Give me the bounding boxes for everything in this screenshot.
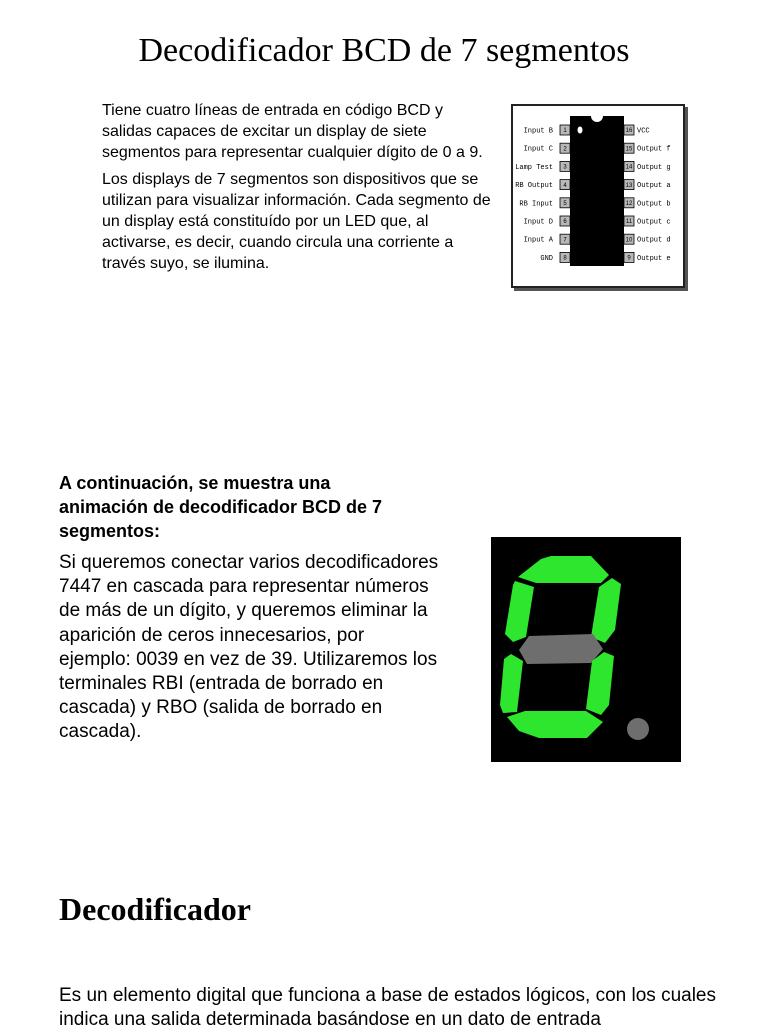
page-title: Decodificador BCD de 7 segmentos	[138, 32, 630, 69]
chip-right-pin-label: Output f	[637, 145, 671, 154]
chip-left-pin-number: 3	[563, 164, 567, 171]
chip-right-pin-label: Output g	[637, 163, 671, 172]
chip-left-pin-number: 2	[563, 146, 567, 153]
chip-left-pin-label: Input A	[523, 236, 553, 245]
chip-left-pin-number: 6	[563, 219, 567, 226]
chip-left-pin-label: RB Input	[519, 200, 553, 209]
segment-a	[518, 556, 609, 583]
chip-left-pin-number: 1	[563, 128, 567, 135]
seven-segment-svg	[491, 537, 681, 762]
chip-right-pin-number: 12	[625, 201, 633, 207]
chip-right-pin-number: 14	[625, 164, 633, 171]
chip-left-pin-number: 4	[563, 182, 567, 189]
chip-right-pin-number: 9	[627, 255, 631, 262]
chip-left-pin-label: Lamp Test	[515, 163, 553, 172]
intro-paragraph-1: Tiene cuatro líneas de entrada en código BCD y salidas capaces de excitar un display de siete segmentos para representar cualquier dígito de 0 a 9.	[102, 102, 483, 161]
chip-left-pin-number: 8	[563, 255, 567, 262]
chip-right-pin-label: Output b	[637, 200, 671, 209]
chip-body	[570, 116, 624, 266]
animation-text: Si queremos conectar varios decodificadores 7447 en cascada para representar números de más de un dígito, y queremos eliminar la aparición de ceros innecesarios, por ejemplo: 0039 en vez de 39. Utilizaremos los terminales RBI (entrada de borrado en cascada) y RBO (salida de borrado en cascada).	[59, 552, 439, 743]
chip-left-pin-label: Input C	[523, 145, 553, 154]
chip-left-pin-number: 7	[563, 237, 567, 244]
chip-right-pin-label: Output c	[637, 218, 671, 227]
chip-right-pin-number: 13	[625, 182, 633, 189]
chip-left-pin-label: GND	[540, 254, 553, 263]
seven-segment-display	[491, 537, 681, 762]
pin1-marker	[578, 127, 583, 134]
segment-f	[505, 581, 534, 642]
chip-right-pin-number: 15	[625, 146, 633, 153]
section-title: Decodificador	[59, 891, 251, 927]
chip-left-pin-label: Input D	[523, 218, 553, 227]
chip-left-pin-label: Input B	[523, 127, 553, 136]
chip-right-pin-label: Output d	[637, 236, 671, 245]
chip-right-pin-number: 11	[625, 219, 633, 226]
section-text: Es un elemento digital que funciona a base de estados lógicos, con los cuales indica una salida determinada basándose en un dato de entrada	[59, 985, 716, 1030]
animation-heading: A continuación, se muestra una animación de decodificador BCD de 7 segmentos:	[59, 473, 383, 541]
chip-pinout-diagram	[511, 104, 685, 288]
chip-right-pin-label: Output a	[637, 182, 671, 191]
chip-left-pin-label: RB Output	[515, 182, 553, 191]
segment-e	[500, 654, 523, 713]
chip-right-pin-label: Output e	[637, 254, 671, 263]
intro-text	[102, 100, 497, 280]
chip-pinout-svg	[513, 106, 683, 286]
intro-paragraph-2: Los displays de 7 segmentos son dispositivos que se utilizan para visualizar información. Cada segmento de un display está constituído por un LED que, al activarse, es decir, cuando circula una corriente a través suyo, se ilumina.	[102, 171, 491, 272]
segment-b	[591, 578, 621, 643]
chip-left-pin-number: 5	[563, 201, 567, 207]
segment-dp	[627, 718, 649, 740]
chip-right-pin-number: 16	[625, 128, 633, 135]
segment-d	[507, 711, 603, 738]
chip-right-pin-number: 10	[625, 237, 633, 244]
segment-g	[519, 634, 603, 664]
chip-right-pin-label: VCC	[637, 127, 650, 136]
